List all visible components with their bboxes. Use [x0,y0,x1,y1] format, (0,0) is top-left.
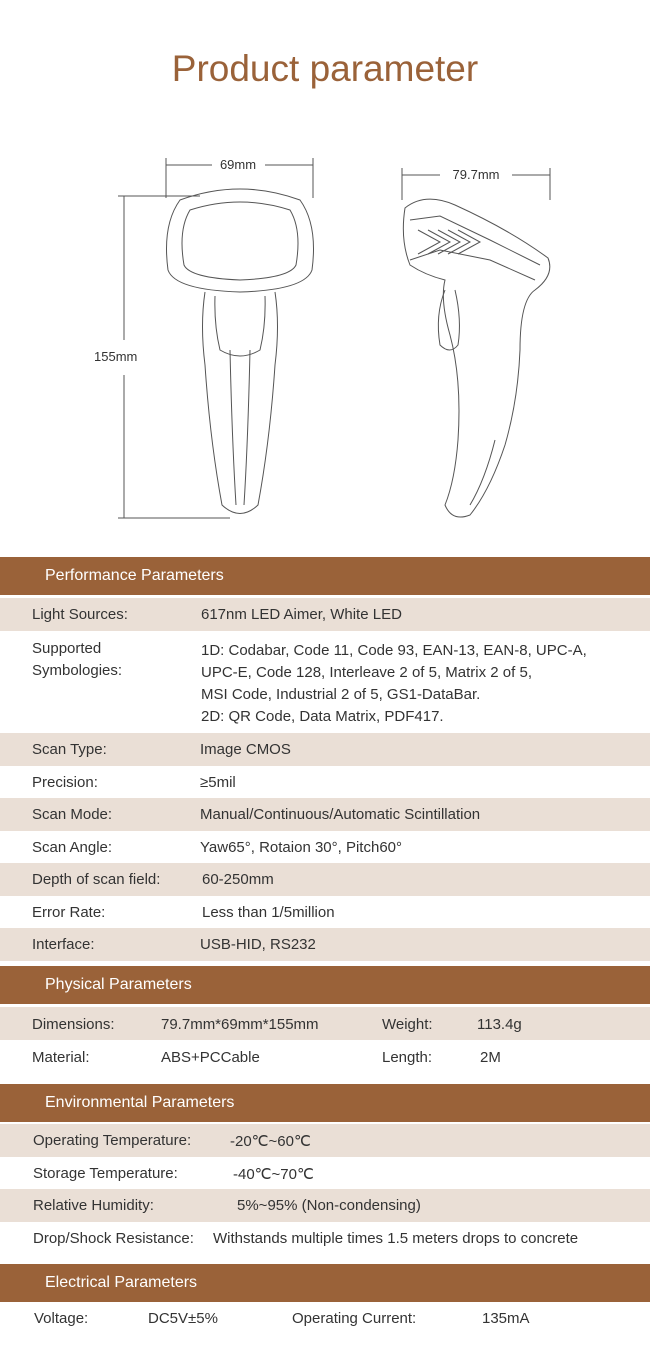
row-label: Drop/Shock Resistance: [33,1230,194,1247]
row-label: Interface: [32,936,95,953]
table-row [0,831,650,863]
row-value: 113.4g [477,1016,522,1033]
table-row [0,1157,650,1189]
physical-header: Physical Parameters [0,966,650,1004]
row-value: DC5V±5% [148,1310,218,1327]
row-label: Dimensions: [32,1016,115,1033]
table-row [0,1124,650,1157]
row-value: Manual/Continuous/Automatic Scintillation [200,806,481,823]
row-label: Operating Temperature: [33,1132,192,1149]
row-value: -20℃~60℃ [230,1133,311,1150]
front-view-scanner [167,189,314,514]
row-label: Light Sources: [32,606,128,623]
row-label: Length: [382,1049,433,1066]
row-value: 2M [480,1049,501,1066]
page-title: Product parameter [171,48,479,89]
row-value: 79.7mm*69mm*155mm [161,1016,319,1033]
table-row [0,598,650,631]
row-value: ≥5mil [200,774,236,791]
table-row [0,1222,650,1254]
table-row [0,1040,650,1073]
row-value: Image CMOS [200,741,291,758]
row-value: -40℃~70℃ [233,1166,314,1183]
row-value: Yaw65°, Rotaion 30°, Pitch60° [200,839,403,856]
row-label: Precision: [32,774,98,791]
table-row [0,766,650,798]
height-dimension-label: 155mm [94,349,138,364]
row-value: 135mA [482,1310,530,1327]
environmental-header: Environmental Parameters [0,1084,650,1122]
table-row [0,1007,650,1040]
table-row [0,928,650,961]
row-label: Relative Humidity: [33,1197,154,1214]
row-value: Withstands multiple times 1.5 meters drops to concrete [213,1230,579,1247]
row-value: 60-250mm [202,871,274,888]
row-label: Operating Current: [292,1310,417,1327]
row-label: Scan Type: [32,741,107,758]
row-value: 5%~95% (Non-condensing) [237,1197,421,1214]
table-row [0,798,650,831]
row-label: Supported Symbologies: [32,640,123,679]
row-value: USB-HID, RS232 [200,936,316,953]
table-row [0,1189,650,1222]
row-value: 1D: Codabar, Code 11, Code 93, EAN-13, EAN-8, UPC-A, UPC-E, Code 128, Interleave 2 of 5, Matrix 2 of 5, MSI Code, Industrial 2 of 5, GS1-DataBar. 2D: QR Code, Data Matrix, PDF417. [201,642,587,725]
row-label: Error Rate: [32,904,106,921]
row-label: Scan Angle: [32,839,113,856]
row-value: Less than 1/5million [202,904,335,921]
table-row [0,863,650,896]
electrical-header: Electrical Parameters [0,1264,650,1302]
row-label: Material: [32,1049,90,1066]
row-label: Weight: [382,1016,433,1033]
table-row [0,896,650,928]
row-label: Scan Mode: [32,806,113,823]
side-view-scanner [403,199,549,517]
depth-dimension-label: 79.7mm [452,167,500,182]
row-label: Voltage: [34,1310,89,1327]
performance-header: Performance Parameters [0,557,650,595]
row-value: ABS+PCCable [161,1049,260,1066]
table-row [0,733,650,766]
table-row [0,633,650,731]
table-row [0,1302,650,1335]
row-label: Depth of scan field: [32,871,161,888]
row-label: Storage Temperature: [33,1165,178,1182]
product-drawings [0,150,650,540]
row-value: 617nm LED Aimer, White LED [201,606,402,623]
width-dimension-label: 69mm [219,157,257,172]
